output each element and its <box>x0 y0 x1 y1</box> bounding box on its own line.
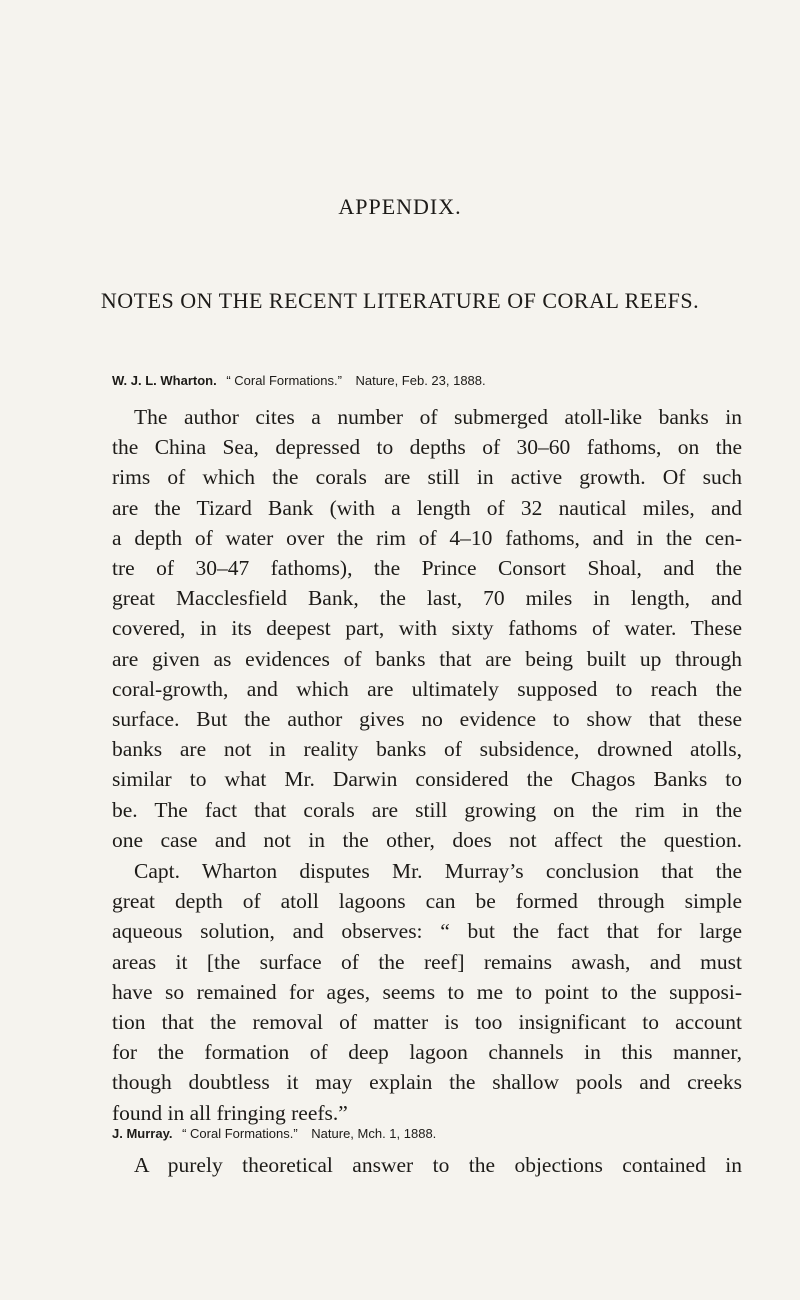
text-line: be. The fact that corals are still growing on the rim in the <box>112 797 742 822</box>
text-line: though doubtless it may explain the shallow pools and creeks <box>112 1070 742 1095</box>
reference-work: “ Coral Formations.” <box>182 1126 298 1141</box>
text-line: aqueous solution, and observes: “ but the fact that for large <box>112 919 742 944</box>
text-line: rims of which the corals are still in active growth. Of such <box>112 465 742 490</box>
text-line: are given as evidences of banks that are being built up through <box>112 646 742 671</box>
reference-author: W. J. L. Wharton. <box>112 373 217 388</box>
text-line: have so remained for ages, seems to me to point to the supposi- <box>112 979 742 1004</box>
text-line: tre of 30–47 fathoms), the Prince Consort Shoal, and the <box>112 556 742 580</box>
text-line: The author cites a number of submerged atoll-like banks in <box>134 405 742 429</box>
text-line: found in all fringing reefs.” <box>112 1100 348 1125</box>
reference-wharton <box>112 373 752 388</box>
text-line: for the formation of deep lagoon channels in this manner, <box>112 1040 742 1065</box>
text-line: tion that the removal of matter is too insignificant to account <box>112 1010 742 1034</box>
section-title: NOTES ON THE RECENT LITERATURE OF CORAL REEFS. <box>100 288 700 313</box>
text-line: areas it [the surface of the reef] remains awash, and must <box>112 949 742 974</box>
text-line: surface. But the author gives no evidence to show that these <box>112 707 742 731</box>
text-line: the China Sea, depressed to depths of 30–60 fathoms, on the <box>112 435 742 460</box>
text-line: A purely theoretical answer to the objections contained in <box>134 1153 742 1177</box>
text-line: one case and not in the other, does not affect the question. <box>112 827 742 852</box>
text-line: covered, in its deepest part, with sixty fathoms of water. These <box>112 616 742 641</box>
reference-work: “ Coral Formations.” <box>226 373 342 388</box>
reference-source: Nature, Feb. 23, 1888. <box>355 373 486 388</box>
text-line: a depth of water over the rim of 4–10 fathoms, and in the cen- <box>112 525 742 550</box>
reference-murray <box>112 1126 752 1141</box>
text-line: great Macclesfield Bank, the last, 70 miles in length, and <box>112 586 742 611</box>
reference-source: Nature, Mch. 1, 1888. <box>311 1126 437 1141</box>
text-line: similar to what Mr. Darwin considered the Chagos Banks to <box>112 767 742 792</box>
text-line: Capt. Wharton disputes Mr. Murray’s conclusion that the <box>134 859 742 883</box>
text-line: banks are not in reality banks of subsidence, drowned atolls, <box>112 737 742 762</box>
text-line: are the Tizard Bank (with a length of 32 nautical miles, and <box>112 495 742 520</box>
text-line: coral-growth, and which are ultimately supposed to reach the <box>112 676 742 701</box>
reference-author: J. Murray. <box>112 1126 173 1141</box>
appendix-heading: APPENDIX. <box>338 194 462 219</box>
text-line: great depth of atoll lagoons can be formed through simple <box>112 889 742 914</box>
